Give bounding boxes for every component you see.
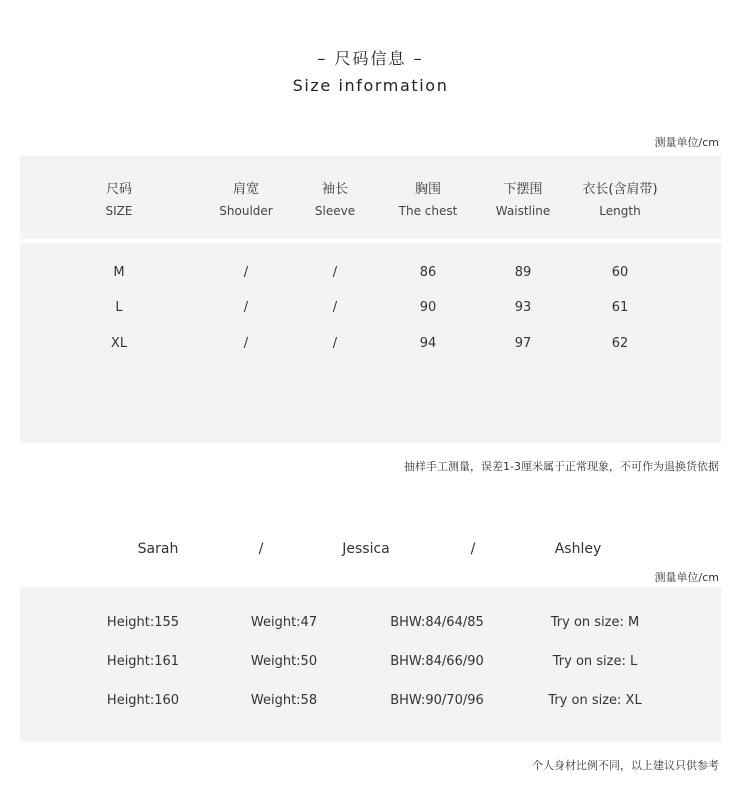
header-length-cn: 衣长(含肩带) <box>582 182 658 197</box>
cell-shoulder: / <box>243 336 249 351</box>
model-name-ashley: Ashley <box>554 541 602 557</box>
model-height: Height:155 <box>106 615 180 630</box>
cell-sleeve: / <box>332 300 338 315</box>
model-try-size: Try on size: M <box>550 615 640 630</box>
header-sleeve-cn: 袖长 <box>321 182 349 197</box>
model-separator: / <box>470 541 476 557</box>
model-try-size: Try on size: XL <box>548 693 642 708</box>
model-height: Height:161 <box>106 654 180 669</box>
model-weight: Weight:47 <box>250 615 318 630</box>
cell-sleeve: / <box>332 336 338 351</box>
header-sleeve <box>315 181 355 219</box>
header-shoulder <box>219 181 272 219</box>
model-row <box>20 615 721 635</box>
size-table-header <box>20 156 721 239</box>
model-names <box>0 541 741 561</box>
cell-shoulder: / <box>243 265 249 280</box>
cell-shoulder: / <box>243 300 249 315</box>
header-length <box>582 181 657 219</box>
models-footnote: 个人身材比例不同，以上建议只供参考 <box>532 759 719 772</box>
model-bhw: BHW:84/66/90 <box>390 654 484 669</box>
model-name-sarah: Sarah <box>137 541 179 557</box>
table-row <box>20 336 721 356</box>
models-unit-note: 测量单位/cm <box>654 571 719 584</box>
cell-waistline: 89 <box>514 265 532 280</box>
header-length-en: Length <box>599 204 641 218</box>
cell-length: 61 <box>611 300 629 315</box>
cell-chest: 94 <box>419 336 437 351</box>
header-shoulder-cn: 肩宽 <box>232 182 259 197</box>
model-weight: Weight:50 <box>250 654 318 669</box>
cell-length: 62 <box>611 336 629 351</box>
page-title-en: Size information <box>292 76 449 95</box>
cell-waistline: 97 <box>514 336 532 351</box>
cell-waistline: 93 <box>514 300 532 315</box>
table-row <box>20 300 721 320</box>
header-size-cn: 尺码 <box>105 182 132 197</box>
size-footnote: 抽样手工测量，误差1-3厘米属于正常现象，不可作为退换货依据 <box>404 460 719 473</box>
model-separator: / <box>258 541 264 557</box>
model-row <box>20 654 721 674</box>
header-size-en: SIZE <box>105 204 133 218</box>
model-try-size: Try on size: L <box>552 654 638 669</box>
cell-size: M <box>113 265 125 280</box>
header-size <box>106 181 133 219</box>
header-waistline-cn: 下摆围 <box>503 182 543 197</box>
page-title-cn: – 尺码信息 – <box>317 49 424 68</box>
size-table-body <box>20 243 721 443</box>
cell-chest: 86 <box>419 265 437 280</box>
model-bhw: BHW:84/64/85 <box>390 615 484 630</box>
model-row <box>20 693 721 713</box>
model-height: Height:160 <box>106 693 180 708</box>
header-chest-en: The chest <box>398 204 458 218</box>
table-row <box>20 265 721 285</box>
header-waistline-en: Waistline <box>495 204 551 218</box>
model-bhw: BHW:90/70/96 <box>390 693 484 708</box>
header-chest <box>399 181 458 219</box>
model-name-jessica: Jessica <box>342 541 390 557</box>
cell-size: XL <box>110 336 128 351</box>
header-shoulder-en: Shoulder <box>219 204 273 218</box>
model-weight: Weight:58 <box>250 693 318 708</box>
cell-sleeve: / <box>332 265 338 280</box>
models-panel <box>20 587 721 742</box>
header-waistline <box>496 181 550 219</box>
header-sleeve-en: Sleeve <box>314 204 356 218</box>
size-unit-note: 测量单位/cm <box>654 136 719 149</box>
header-chest-cn: 胸围 <box>414 182 441 197</box>
cell-size: L <box>115 300 123 315</box>
cell-length: 60 <box>611 265 629 280</box>
cell-chest: 90 <box>419 300 437 315</box>
